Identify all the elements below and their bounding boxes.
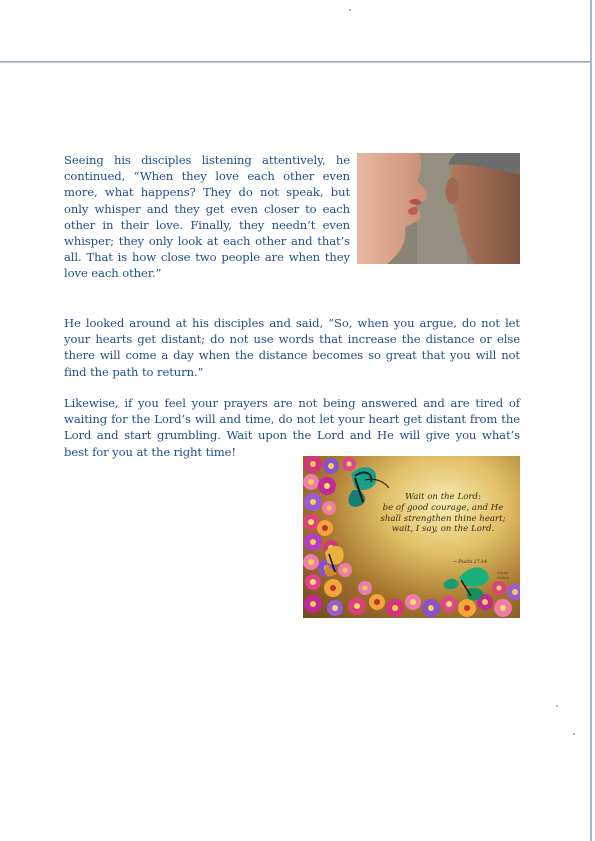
scan-speck — [349, 9, 351, 11]
paragraph-argue: He looked around at his disciples and said, “So, when you argue, do not let your hearts get distant; do not use words that increase the distance or else there will come a day when the distance becomes so great that you will not find the path to return.” — [64, 316, 520, 379]
verse-line: wait, I say, on the Lord. — [391, 524, 495, 535]
faces-illustration — [357, 153, 520, 264]
verse-card-image — [303, 456, 520, 618]
page-edge-rule — [590, 0, 592, 841]
verse-reference: ~ Psalm 27:14 — [453, 560, 487, 565]
header-rule — [0, 61, 591, 63]
scan-speck — [573, 733, 575, 735]
paragraph-whisper: Seeing his disciples listening attentively, he continued, “When they love each other even more, what happens? They do not speak, but only whisper and they get even closer to each other in their love. Finally, they needn’t even whisper; they only look at each other and that’s all. That is how close two people are when they love each other.” — [64, 153, 350, 281]
verse-line: Wait on the Lord: — [405, 492, 481, 502]
artist-signature: Mary Helen — [497, 570, 510, 580]
scan-speck — [556, 705, 558, 707]
close-faces-photo — [357, 153, 520, 264]
verse-text — [373, 492, 513, 535]
paragraph-prayers: Likewise, if you feel your prayers are not being answered and are tired of waiting for the Lord’s will and time, do not let your heart get distant from the Lord and start grumbling. Wait upon the Lord and He will give you what’s best for you at the right time! — [64, 396, 520, 459]
butterfly-right — [443, 568, 489, 601]
verse-line: shall strengthen thine heart; — [380, 513, 506, 524]
verse-line: be of good courage, and He — [382, 502, 504, 513]
flowers-illustration — [303, 456, 520, 618]
